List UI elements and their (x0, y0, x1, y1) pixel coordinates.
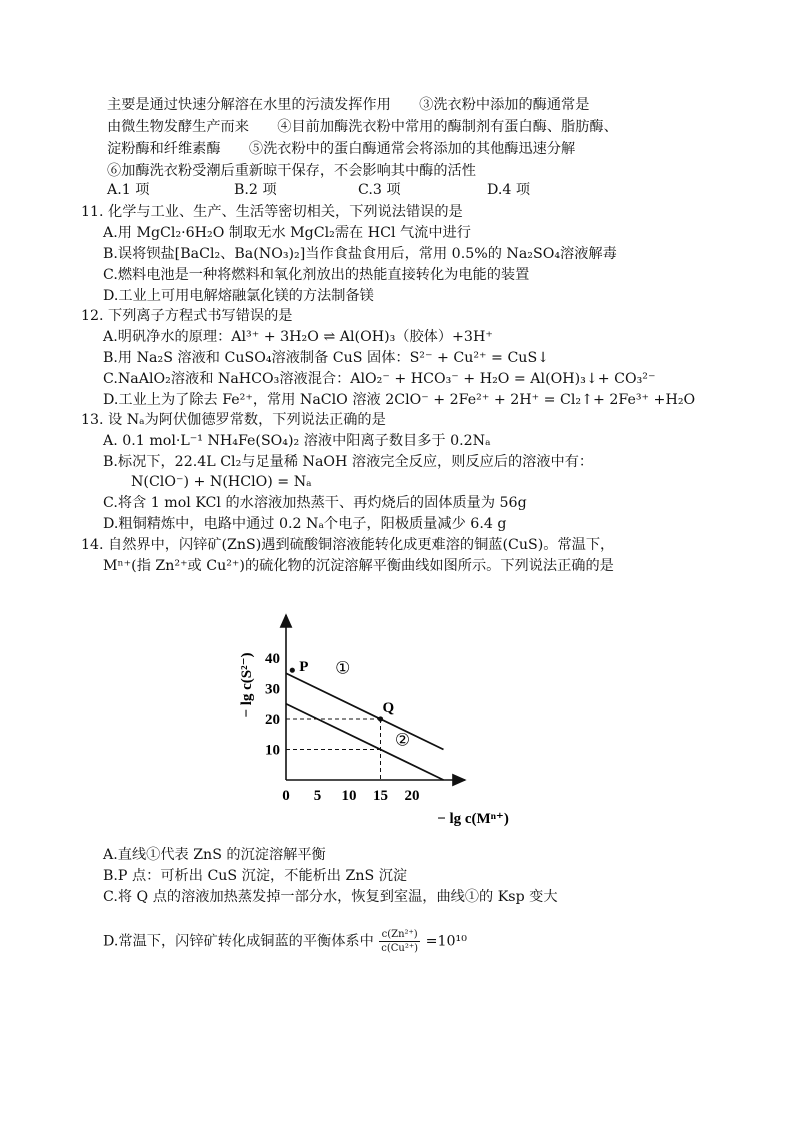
q11-option-a: A.用 MgCl₂·6H₂O 制取无水 MgCl₂需在 HCl 气流中进行 (103, 225, 471, 241)
x-tick-label: 10 (341, 788, 357, 804)
q10-option-a: A.1 项 (107, 182, 150, 198)
q13-option-b: B.标况下，22.4L Cl₂与足量稀 NaOH 溶液完全反应，则反应后的溶液中有： (103, 454, 594, 470)
series-label: ① (335, 658, 351, 678)
point-label: Q (382, 700, 395, 716)
q10-option-b: B.2 项 (234, 182, 277, 198)
x-axis-label: − lg c(Mⁿ⁺) (437, 811, 509, 827)
q13-option-a: A. 0.1 mol·L⁻¹ NH₄Fe(SO₄)₂ 溶液中阳离子数目多于 0.2Nₐ (103, 433, 491, 449)
q13-option-c: C.将含 1 mol KCl 的水溶液加热蒸干、再灼烧后的固体质量为 56g (103, 495, 527, 511)
y-tick-label: 40 (265, 651, 280, 667)
q14-stem-line-1: 自然界中，闪锌矿(ZnS)遇到硫酸铜溶液能转化成更难溶的铜蓝(CuS)。常温下， (108, 537, 615, 553)
q14-option-d-value: =10¹⁰ (425, 933, 467, 950)
q14-option-a: A.直线①代表 ZnS 的沉淀溶解平衡 (103, 847, 326, 863)
q10-text-line-3: 淀粉酶和纤维素酶 ⑤洗衣粉中的蛋白酶通常会将添加的其他酶迅速分解 (107, 141, 576, 157)
y-axis-label: − lg c(S²⁻) (239, 652, 255, 718)
q12-number: 12. (81, 308, 104, 324)
point-marker (378, 716, 383, 721)
point-marker (290, 668, 295, 673)
point-label: P (299, 659, 309, 676)
fraction-denominator: c(Cu²⁺) (381, 943, 419, 954)
q14-option-d (103, 928, 467, 955)
q14-number: 14. (81, 537, 104, 553)
q12-option-c: C.NaAlO₂溶液和 NaHCO₃溶液混合：AlO₂⁻ + HCO₃⁻ + H₂O = Al(OH)₃↓+ CO₃²⁻ (103, 371, 656, 387)
q11-option-b: B.误将钡盐[BaCl₂、Ba(NO₃)₂]当作食盐食用后，常用 0.5%的 Na₂SO₄溶液解毒 (103, 246, 617, 262)
q12-option-d: D.工业上为了除去 Fe²⁺，常用 NaClO 溶液 2ClO⁻ + 2Fe²⁺ + 2H⁺ = Cl₂↑+ 2Fe³⁺ +H₂O (103, 392, 696, 408)
series-label: ② (394, 730, 411, 750)
q10-text-line-2: 由微生物发酵生产而来 ④目前加酶洗衣粉中常用的酶制剂有蛋白酶、脂肪酶、 (107, 119, 618, 135)
fraction-numerator: c(Zn²⁺) (379, 928, 420, 942)
q10-option-d: D.4 项 (487, 182, 531, 198)
q10-text-line-1: 主要是通过快速分解溶在水里的污渍发挥作用 ③洗衣粉中添加的酶通常是 (107, 97, 590, 113)
x-tick-label: 20 (404, 788, 420, 804)
series-line (286, 673, 444, 749)
q11-option-d: D.工业上可用电解熔融氯化镁的方法制备镁 (103, 288, 374, 304)
q11-option-c: C.燃料电池是一种将燃料和氧化剂放出的热能直接转化为电能的装置 (103, 267, 530, 283)
y-tick-label: 10 (265, 742, 280, 759)
x-tick-label: 5 (313, 788, 322, 804)
q14-stem-line-2: Mⁿ⁺(指 Zn²⁺或 Cu²⁺)的硫化物的沉淀溶解平衡曲线如图所示。下列说法正确的是 (103, 558, 614, 574)
q14-option-c: C.将 Q 点的溶液加热蒸发掉一部分水，恢复到室温，曲线①的 Ksp 变大 (103, 889, 558, 905)
q14-option-d-text: D.常温下，闪锌矿转化成铜蓝的平衡体系中 (103, 933, 374, 950)
x-tick-label: 15 (373, 788, 388, 804)
q14-option-b: B.P 点：可析出 CuS 沉淀，不能析出 ZnS 沉淀 (103, 868, 408, 884)
q12-option-b: B.用 Na₂S 溶液和 CuSO₄溶液制备 CuS 固体：S²⁻ + Cu²⁺ = CuS↓ (103, 350, 550, 366)
q13-number: 13. (81, 412, 104, 428)
q12-option-a: A.明矾净水的原理：Al³⁺ + 3H₂O ⇌ Al(OH)₃（胶体）+3H⁺ (103, 329, 493, 345)
fraction (379, 928, 420, 955)
q13-option-d: D.粗铜精炼中，电路中通过 0.2 Nₐ个电子，阳极质量减少 6.4 g (103, 516, 507, 532)
x-tick-label: 0 (282, 788, 290, 804)
y-tick-label: 20 (265, 712, 280, 728)
q11-stem: 化学与工业、生产、生活等密切相关，下列说法错误的是 (108, 204, 463, 220)
q13-stem: 设 Nₐ为阿伏伽德罗常数，下列说法正确的是 (108, 412, 386, 428)
q11-number: 11. (81, 204, 104, 220)
solubility-chart (225, 605, 525, 835)
q10-text-line-4: ⑥加酶洗衣粉受潮后重新晾干保存，不会影响其中酶的活性 (107, 163, 476, 179)
q10-option-c: C.3 项 (358, 182, 401, 198)
series-line (286, 704, 444, 780)
q12-stem: 下列离子方程式书写错误的是 (108, 308, 293, 324)
q13-option-b-equation: N(ClO⁻) + N(HClO) = Nₐ (131, 474, 312, 490)
y-tick-label: 30 (265, 681, 280, 698)
